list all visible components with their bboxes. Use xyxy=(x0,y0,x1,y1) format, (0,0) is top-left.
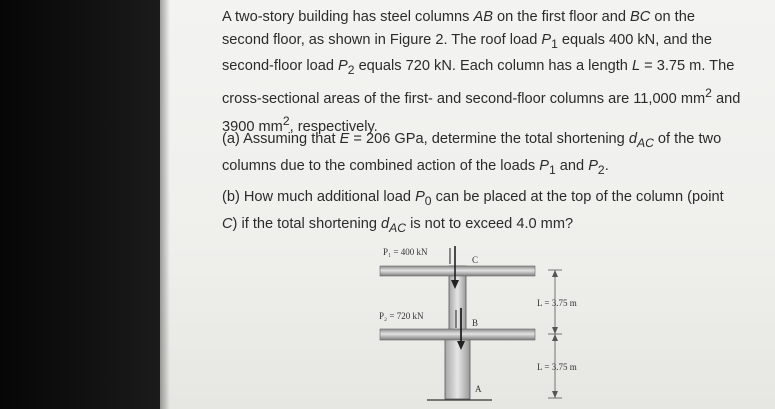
column-bc-label: BC xyxy=(630,9,651,25)
length-upper-label: L = 3.75 m xyxy=(537,298,577,308)
point-b-label: B xyxy=(472,318,479,328)
building-column-figure xyxy=(372,240,612,409)
p1-label: P₁ = 400 kN xyxy=(383,247,428,257)
point-c-label: C xyxy=(472,255,479,265)
length-lower-label: L = 3.75 m xyxy=(537,362,577,372)
problem-intro-paragraph: A two-story building has steel columns AB on the first floor and BC on the second floor, as shown in Figure 2. The roof load $P_1$ equals 400 kN, and the second-floor load $P_2$ equals 720 kN. Each column has a length L = 3.75 m. The cross-sectional areas of the first- and second-floor columns are 11,000 $mm^2$ and 3900 $mm^2$, respectively. xyxy=(222,9,741,135)
roof-beam xyxy=(380,266,535,276)
column-ab-label: AB xyxy=(473,9,493,25)
paper-edge-shadow xyxy=(160,0,170,409)
column-ab xyxy=(445,330,470,399)
part-a-paragraph: (a) Assuming that E = 206 GPa, determine the total shortening $d_{AC}$ of the two columns due to the combined action of the loads $P_1$ and $P_2$. xyxy=(222,131,722,177)
p2-label: P₂ = 720 kN xyxy=(379,311,424,321)
part-b-paragraph: (b) How much additional load $P_0$ can be placed at the top of the column (point C) if the total shortening $d_{AC}$ is not to exceed 4.0 mm? xyxy=(222,189,724,235)
background-dark-area xyxy=(0,0,160,409)
point-a-label: A xyxy=(475,384,482,394)
floor-beam xyxy=(380,329,535,340)
